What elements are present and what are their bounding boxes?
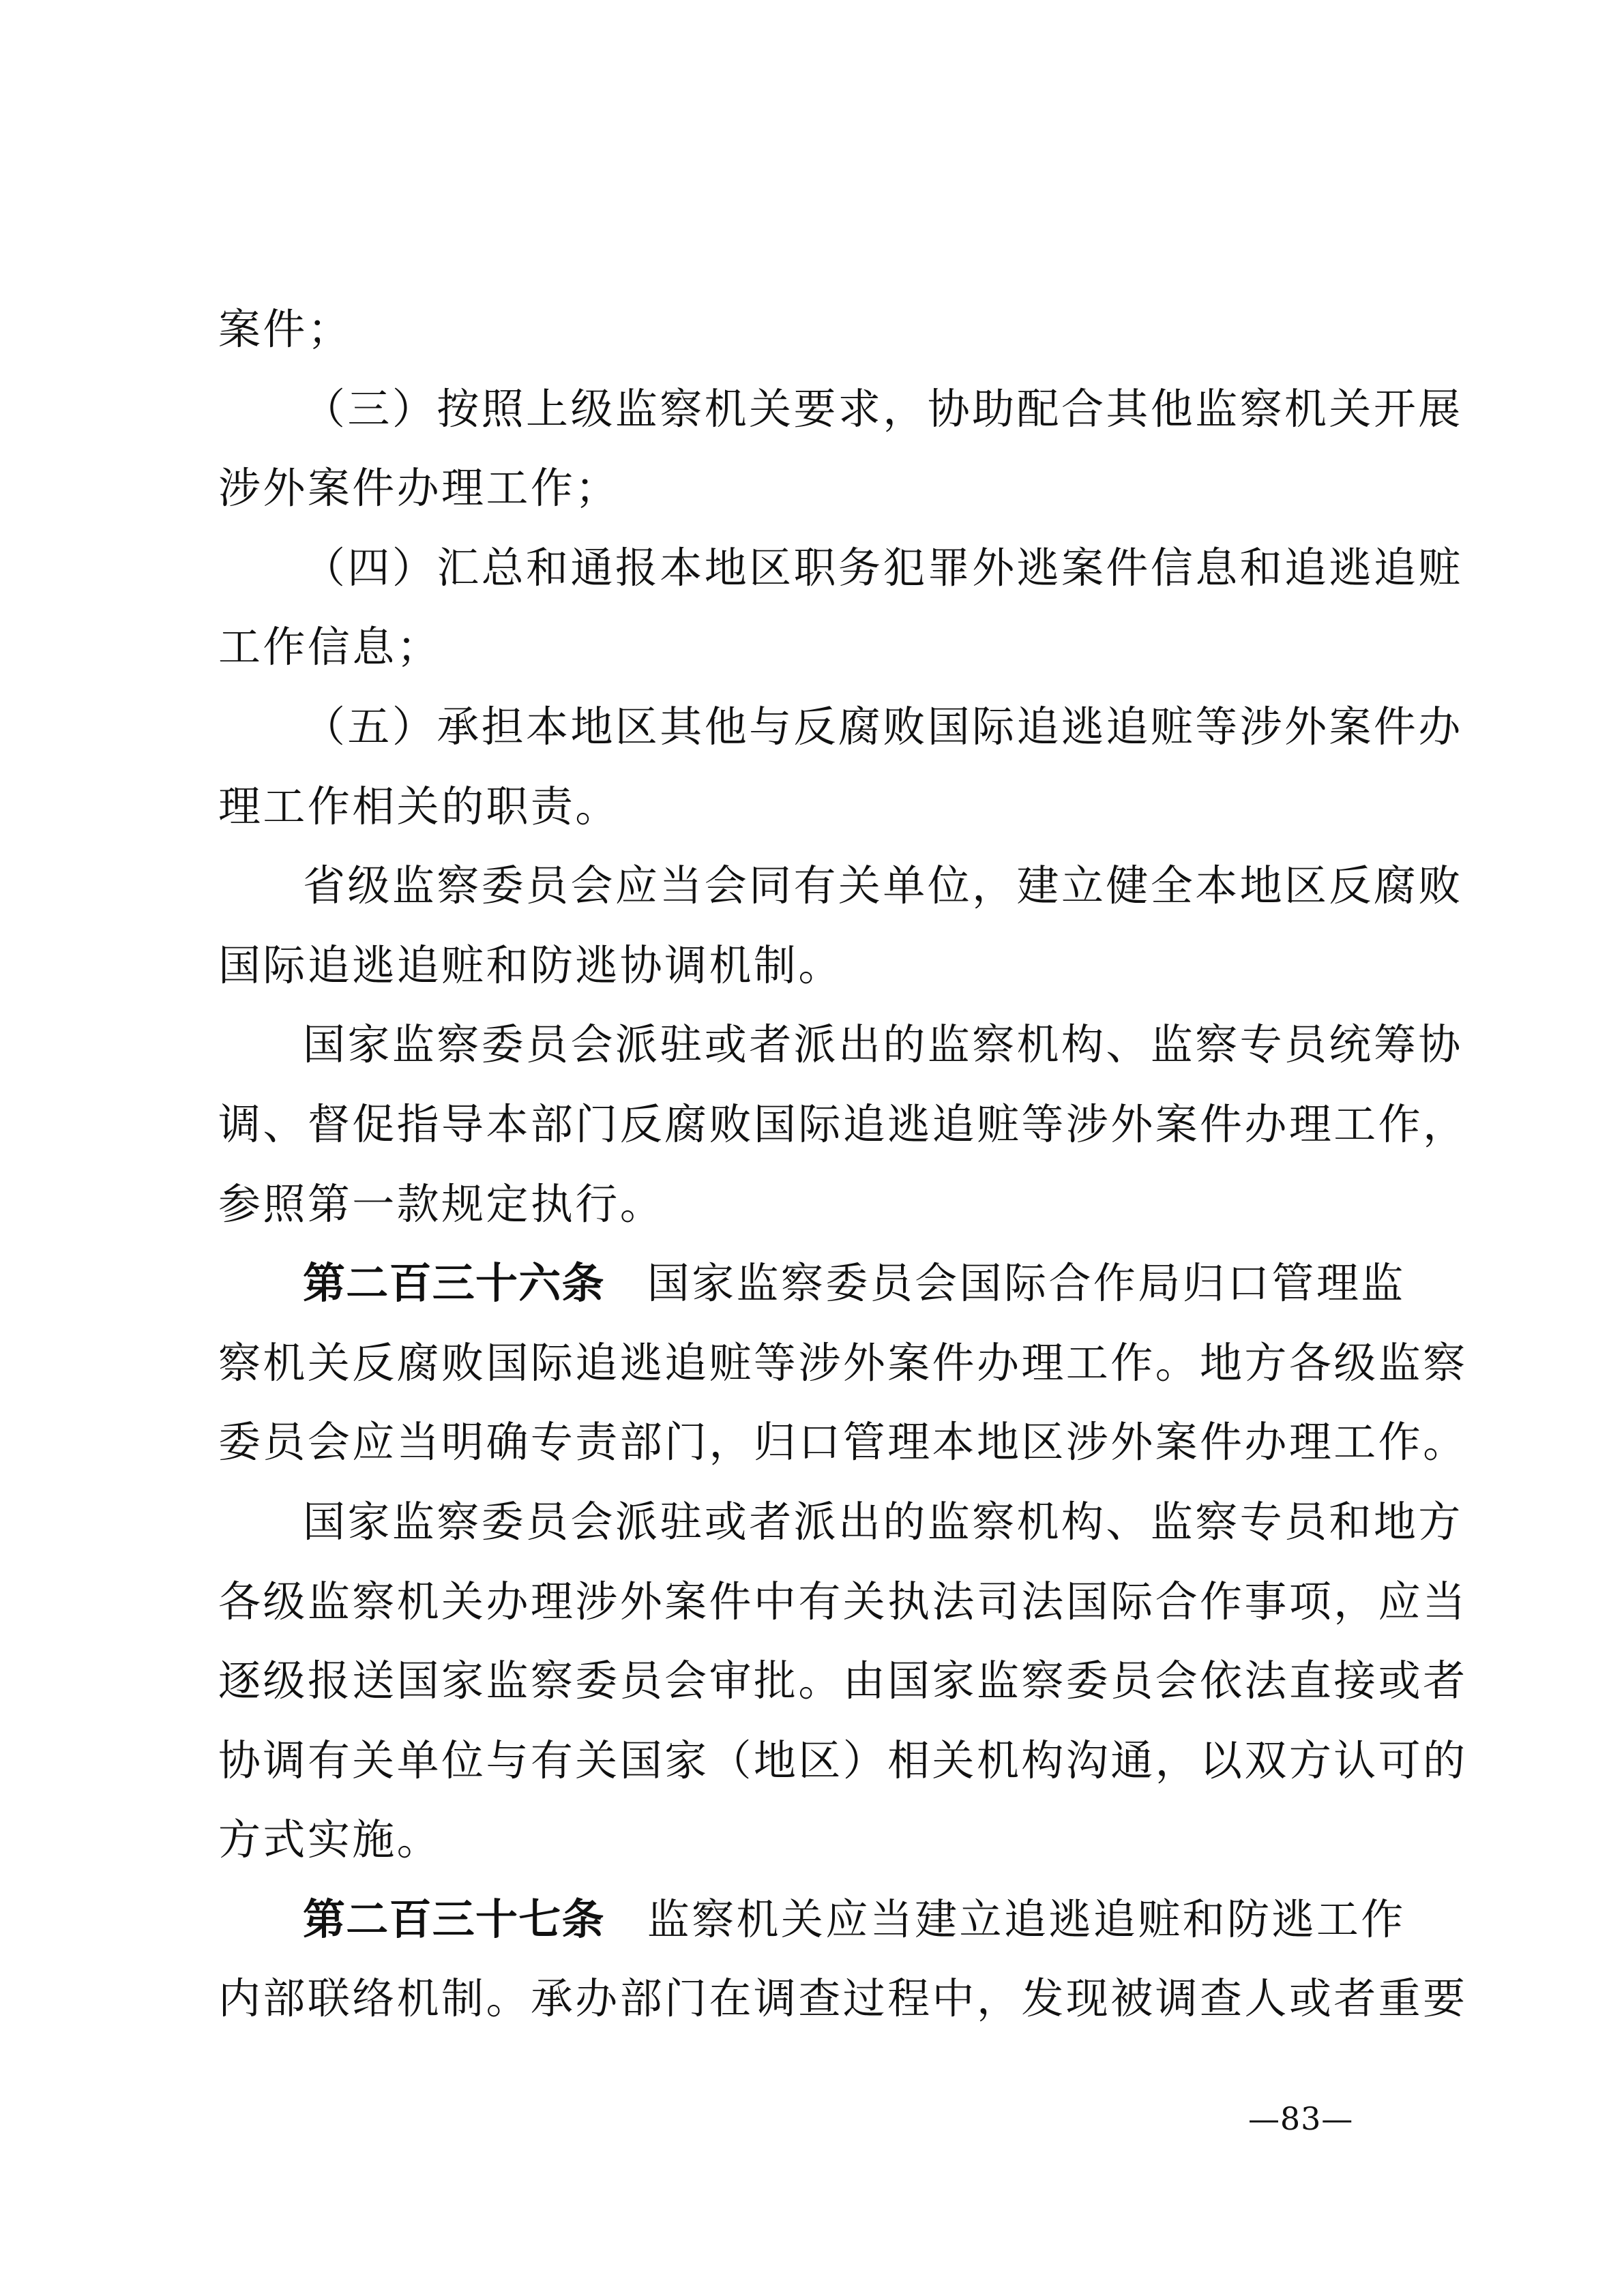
text-line: 方式实施。 <box>218 1815 442 1865</box>
article-236-line <box>218 1244 1419 1324</box>
text-line: 监察机关应当建立追逃追赃和防逃工作 <box>647 1894 1406 1944</box>
text-line: 逐级报送国家监察委员会审批。由国家监察委员会依法直接或者 <box>218 1656 1468 1706</box>
text-line: （三）按照上级监察机关要求，协助配合其他监察机关开展 <box>303 383 1463 434</box>
text-line: 国际追逃追赃和防逃协调机制。 <box>218 940 843 990</box>
text-line: 各级监察机关办理涉外案件中有关执法司法国际合作事项，应当 <box>218 1576 1468 1626</box>
page-number: —83— <box>1248 2100 1354 2137</box>
article-237-line <box>218 1880 1419 1960</box>
text-line: 工作信息； <box>218 622 442 672</box>
text-line: 涉外案件办理工作； <box>218 463 620 513</box>
text-line: （四）汇总和通报本地区职务犯罪外逃案件信息和追逃追赃 <box>303 542 1463 593</box>
article-236-heading: 第二百三十六条 <box>303 1258 605 1309</box>
text-line: 协调有关单位与有关国家（地区）相关机构沟通，以双方认可的 <box>218 1735 1468 1785</box>
text-line: 国家监察委员会派驻或者派出的监察机构、监察专员和地方 <box>303 1496 1463 1547</box>
text-line: 内部联络机制。承办部门在调查过程中，发现被调查人或者重要 <box>218 1973 1468 2024</box>
text-line: （五）承担本地区其他与反腐败国际追逃追赃等涉外案件办 <box>303 701 1463 751</box>
text-line: 案件； <box>218 304 353 354</box>
text-line: 参照第一款规定执行。 <box>218 1178 665 1229</box>
text-line: 省级监察委员会应当会同有关单位，建立健全本地区反腐败 <box>303 861 1463 911</box>
text-line: 理工作相关的职责。 <box>218 781 620 831</box>
text-line: 国家监察委员会国际合作局归口管理监 <box>647 1258 1406 1309</box>
text-line: 委员会应当明确专责部门，归口管理本地区涉外案件办理工作。 <box>218 1417 1468 1467</box>
text-line: 国家监察委员会派驻或者派出的监察机构、监察专员统筹协 <box>303 1019 1463 1070</box>
article-237-heading: 第二百三十七条 <box>303 1894 605 1944</box>
text-line: 调、督促指导本部门反腐败国际追逃追赃等涉外案件办理工作， <box>218 1099 1468 1149</box>
text-line: 察机关反腐败国际追逃追赃等涉外案件办理工作。地方各级监察 <box>218 1337 1468 1388</box>
body-text <box>218 290 1468 2039</box>
